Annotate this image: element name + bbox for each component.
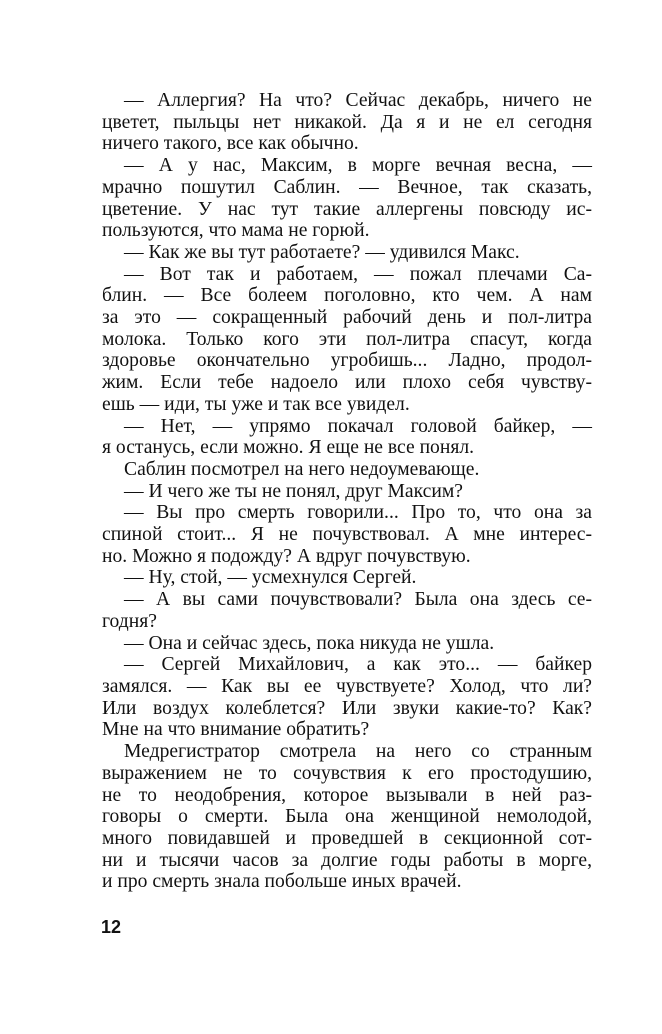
text-line: я останусь, если можно. Я еще не все понял.: [102, 437, 475, 459]
text-line: но. Можно я подожду? А вдруг почувствую.: [102, 545, 471, 567]
text-line: здоровье окончательно угробишь... Ладно, продол-: [102, 350, 592, 372]
text-line: Медрегистратор смотрела на него со странным: [124, 741, 592, 763]
paragraph: [102, 264, 592, 416]
text-line: не то неодобрения, которое вызывали в ней раз-: [102, 784, 592, 806]
text-line: Саблин посмотрел на него недоумевающе.: [124, 458, 480, 480]
text-line: цветение. У нас тут такие аллергены повсюду ис-: [102, 198, 592, 220]
text-line: ни и тысячи часов за долгие годы работы в морге,: [102, 849, 592, 871]
text-line: и про смерть знала побольше иных врачей.: [102, 871, 462, 893]
paragraph: [102, 90, 592, 155]
paragraph: [102, 654, 592, 741]
paragraph: [102, 567, 592, 589]
paragraph: [102, 741, 592, 893]
text-line: — Как же вы тут работаете? — удивился Макс.: [124, 241, 520, 263]
text-line: мрачно пошутил Саблин. — Вечное, так сказать,: [102, 176, 592, 198]
text-line: за это — сокращенный рабочий день и пол-литра: [102, 307, 592, 329]
text-line: — Ну, стой, — усмехнулся Сергей.: [124, 567, 417, 589]
text-line: спиной стоит... Я не почувствовал. А мне интерес-: [102, 524, 592, 546]
text-line: — Вы про смерть говорили... Про то, что она за: [124, 502, 592, 524]
paragraph: [102, 242, 592, 264]
text-line: — И чего же ты не понял, друг Максим?: [124, 480, 463, 502]
body-text: [102, 90, 592, 893]
text-line: молока. Только кого эти пол-литра спасут, когда: [102, 328, 592, 350]
paragraph: [102, 416, 592, 459]
paragraph: [102, 633, 592, 655]
text-line: годня?: [102, 610, 157, 632]
text-line: говоры о смерти. Была она женщиной немолодой,: [102, 806, 592, 828]
text-line: Или воздух колеблется? Или звуки какие-то? Как?: [102, 697, 592, 719]
text-line: много повидавшей и проведшей в секционной сот-: [102, 827, 592, 849]
text-line: жим. Если тебе надоело или плохо себя чувству-: [102, 372, 592, 394]
text-line: — Вот так и работаем, — пожал плечами Са-: [124, 263, 592, 285]
paragraph: [102, 155, 592, 242]
text-line: — А вы сами почувствовали? Была она здесь се-: [124, 589, 592, 611]
text-line: — Нет, — упрямо покачал головой байкер, —: [124, 415, 592, 437]
paragraph: [102, 459, 592, 481]
text-line: цветет, пыльцы нет никакой. Да я и не ел сегодня: [102, 111, 592, 133]
text-line: выражением не то сочувствия к его простодушию,: [102, 762, 592, 784]
text-line: — А у нас, Максим, в морге вечная весна, —: [124, 155, 592, 177]
text-line: — Она и сейчас здесь, пока никуда не ушла.: [124, 632, 495, 654]
paragraph: [102, 502, 592, 567]
text-line: блин. — Все болеем поголовно, кто чем. А нам: [102, 285, 592, 307]
text-line: ничего такого, все как обычно.: [102, 133, 359, 155]
text-line: — Аллергия? На что? Сейчас декабрь, ничего не: [124, 90, 592, 111]
text-line: замялся. — Как вы ее чувствуете? Холод, что ли?: [102, 675, 592, 697]
text-line: пользуются, что мама не горюй.: [102, 220, 370, 242]
page-number: 12: [101, 917, 122, 937]
paragraph: [102, 589, 592, 632]
text-line: — Сергей Михайлович, а как это... — байкер: [124, 654, 592, 676]
text-line: Мне на что внимание обратить?: [102, 719, 370, 741]
paragraph: [102, 481, 592, 503]
text-line: ешь — иди, ты уже и так все увидел.: [102, 393, 410, 415]
